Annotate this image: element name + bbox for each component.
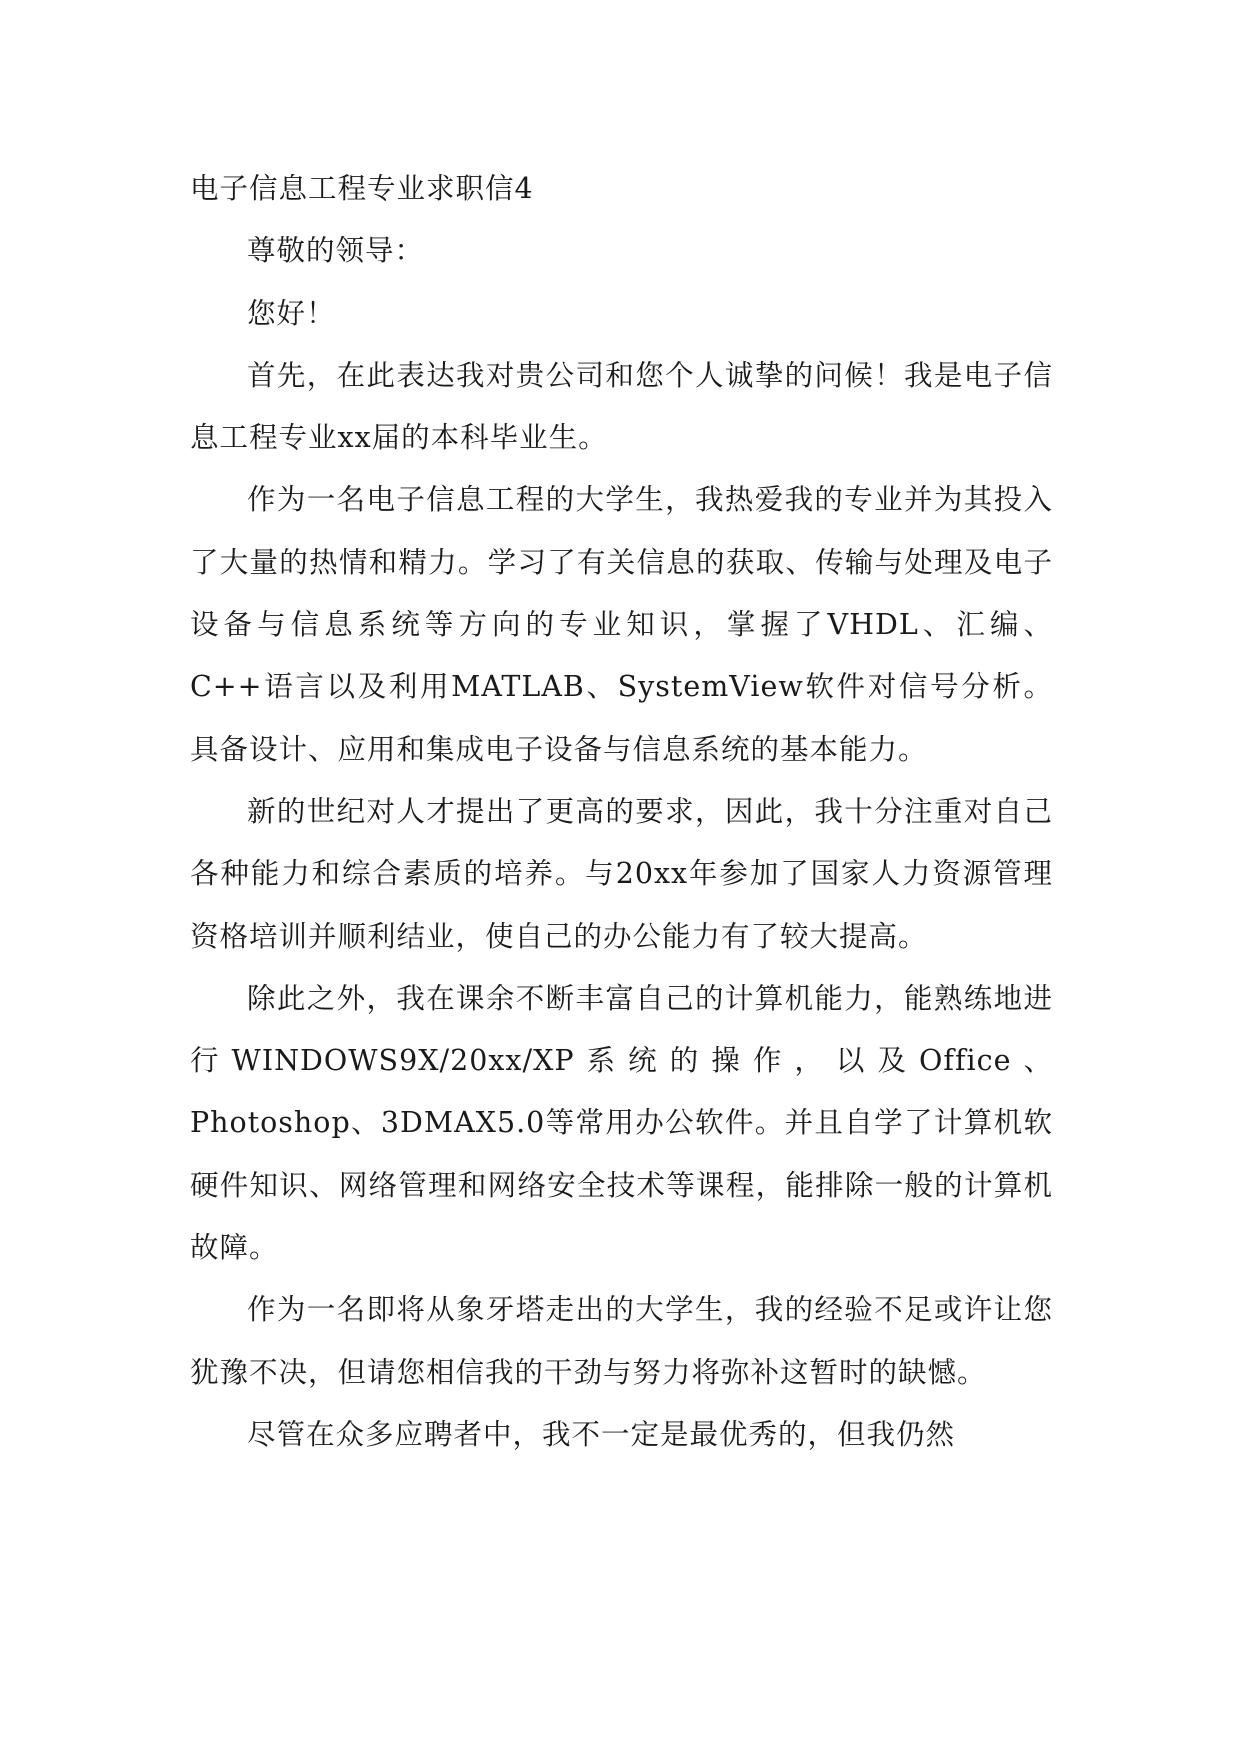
paragraph-major: 作为一名电子信息工程的大学生，我热爱我的专业并为其投入了大量的热情和精力。学习了有关信息的获取、传输与处理及电子设备与信息系统等方向的专业知识，掌握了VHDL、汇编、C++语言以及利用MATLAB、SystemView软件对信号分析。具备设计、应用和集成电子设备与信息系统的基本能力。 — [190, 483, 1053, 766]
paragraph-intro: 首先，在此表达我对贵公司和您个人诚挚的问候！我是电子信息工程专业xx届的本科毕业生。 — [190, 358, 1053, 455]
paragraph-computer-skills: 除此之外，我在课余不断丰富自己的计算机能力，能熟练地进行WINDOWS9X/20xx/XP系统的操作，以及Office、Photoshop、3DMAX5.0等常用办公软件。并且自学了计算机软硬件知识、网络管理和网络安全技术等课程，能排除一般的计算机故障。 — [190, 981, 1053, 1265]
letter-body — [190, 158, 1053, 1466]
paragraph-training: 新的世纪对人才提出了更高的要求，因此，我十分注重对自己各种能力和综合素质的培养。与20xx年参加了国家人力资源管理资格培训并顺利结业，使自己的办公能力有了较大提高。 — [190, 794, 1053, 953]
letter-title: 电子信息工程专业求职信4 — [190, 172, 534, 205]
greeting: 您好！ — [247, 296, 336, 330]
paragraph-experience: 作为一名即将从象牙塔走出的大学生，我的经验不足或许让您犹豫不决，但请您相信我的干劲与努力将弥补这暂时的缺憾。 — [190, 1293, 1053, 1389]
paragraph-closing: 尽管在众多应聘者中，我不一定是最优秀的，但我仍然 — [247, 1417, 956, 1451]
salutation: 尊敬的领导： — [247, 234, 425, 268]
